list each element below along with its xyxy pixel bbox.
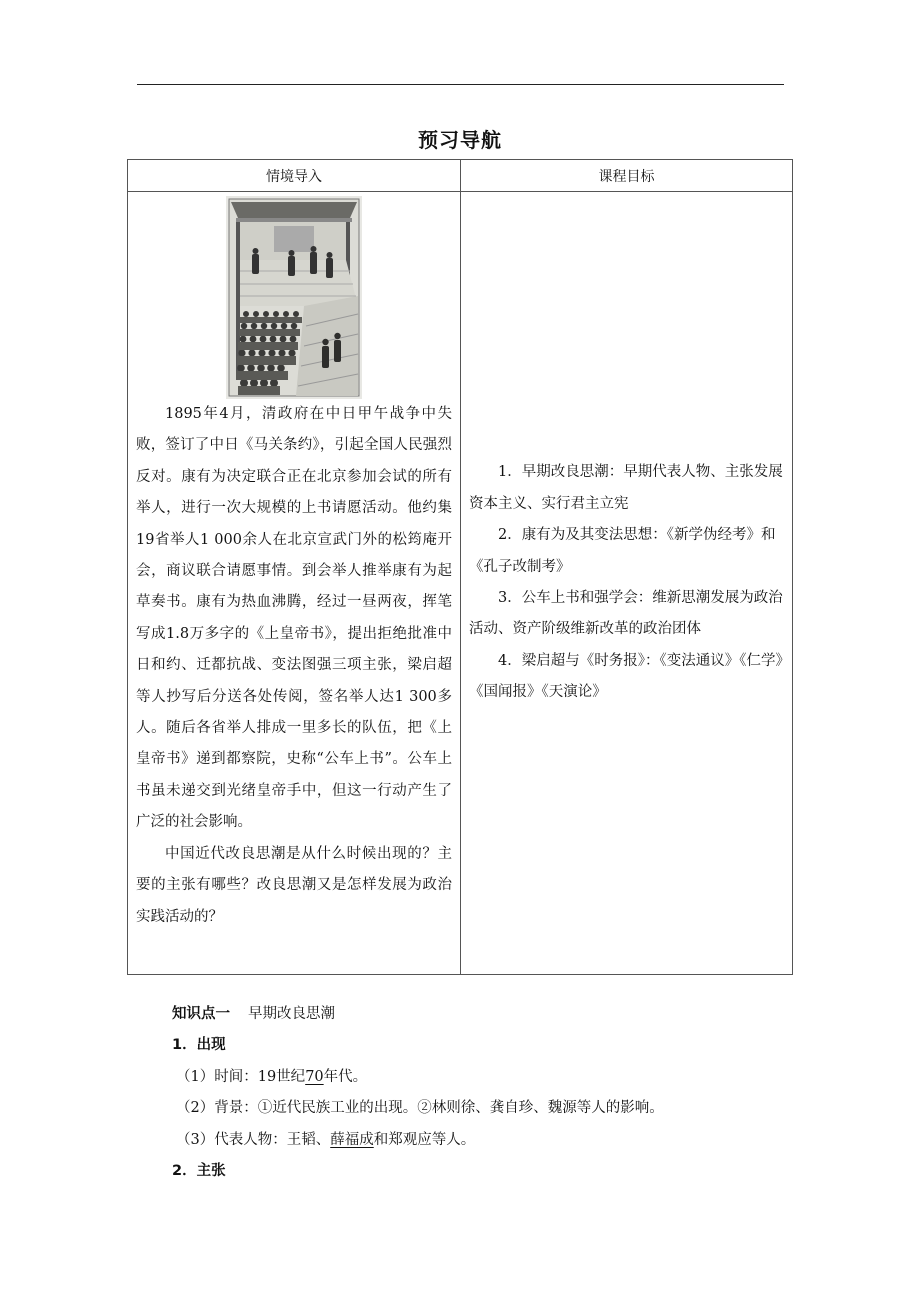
- goal-item: 3．公车上书和强学会：维新思潮发展为政治活动、资产阶级维新改革的政治团体: [469, 590, 783, 638]
- item-claims: 2．主张: [172, 1163, 226, 1180]
- section-heading-topic: 早期改良思潮: [248, 1006, 335, 1022]
- header-goals: 课程目标: [461, 160, 793, 192]
- intro-text: [128, 399, 460, 933]
- intro-question: 中国近代改良思潮是从什么时候出现的？主要的主张有哪些？改良思潮又是怎样发展为政治实践活动的？: [136, 845, 452, 925]
- header-intro: 情境导入: [128, 160, 461, 192]
- goal-item: 1．早期改良思潮：早期代表人物、主张发展资本主义、实行君主立宪: [469, 464, 783, 512]
- preview-table: [127, 159, 793, 975]
- item-figures: （3）代表人物：王韬、薛福成和郑观应等人。: [176, 1131, 476, 1148]
- item-appearance: 1．出现: [172, 1037, 226, 1054]
- item-time: （1）时间：19世纪70年代。: [176, 1068, 368, 1085]
- section-heading: [172, 999, 792, 1030]
- illustration-gongche-shangshu: [226, 196, 362, 399]
- knowledge-section: [172, 999, 792, 1187]
- goal-item: 2．康有为及其变法思想：《新学伪经考》和《孔子改制考》: [469, 527, 776, 575]
- intro-paragraph: 1895年4月，清政府在中日甲午战争中失败，签订了中日《马关条约》，引起全国人民强烈反对。康有为决定联合正在北京参加会试的所有举人，进行一次大规模的上书请愿活动。他约集19省举人1 000余人在北京宣武门外的松筠庵开会，商议联合请愿事情。到会举人推举康有为起草奏书。康有为热血沸腾，经过一昼两夜，挥笔写成1.8万多字的《上皇帝书》，提出拒绝批准中日和约、迁都抗战、变法图强三项主张，梁启超等人抄写后分送各处传阅，签名举人达1 300多人。随后各省举人排成一里多长的队伍，把《上皇帝书》递到都察院，史称“公车上书”。公车上书虽未递交到光绪皇帝手中，但这一行动产生了广泛的社会影响。: [136, 406, 452, 831]
- goals-cell: [461, 192, 793, 975]
- goals-list: [461, 457, 792, 708]
- section-heading-label: 知识点一: [172, 1006, 230, 1022]
- page-title: 预习导航: [418, 128, 502, 152]
- header-rule: [137, 84, 784, 85]
- intro-cell: [128, 192, 461, 975]
- goal-item: 4．梁启超与《时务报》：《变法通议》《仁学》《国闻报》《天演论》: [469, 652, 783, 701]
- blank-answer: 70: [305, 1068, 324, 1085]
- item-background: （2）背景：①近代民族工业的出现。②林则徐、龚自珍、魏源等人的影响。: [176, 1100, 664, 1117]
- blank-answer: 薛福成: [330, 1131, 374, 1148]
